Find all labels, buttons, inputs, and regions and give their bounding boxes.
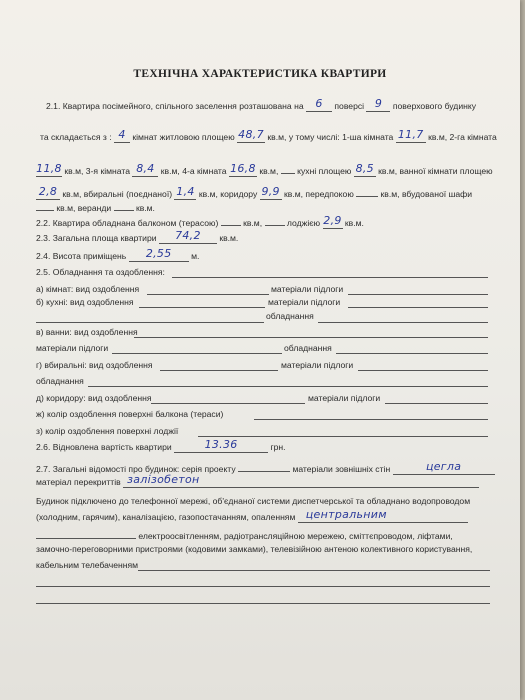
wardrobe-field[interactable]: [36, 200, 54, 211]
line-2-3: 2.3. Загальна площа квартири 74,2 кв.м.: [36, 229, 239, 243]
rooms-count-field[interactable]: 4: [114, 132, 130, 143]
kitchen-field[interactable]: 8,5: [355, 162, 374, 175]
hallway-field[interactable]: [356, 186, 378, 197]
line-2-7-f: замочно-переговорними пристроями (кодовими замками), телевізійною антеною колективного користування,: [36, 544, 473, 554]
label-floor-material: матеріали підлоги: [271, 284, 344, 294]
line-2-6: 2.6. Відновлена вартість квартири 13.36 грн.: [36, 438, 286, 452]
line-2-1-e: кв.м, веранди кв.м.: [36, 200, 155, 214]
line-2-7-d: (холодним, гарячим), каналізацією, газопостачанням, опаленням центральним: [36, 512, 468, 523]
line-2-5: 2.5. Обладнання та оздоблення:: [36, 267, 165, 277]
blank-field[interactable]: [265, 215, 285, 226]
line-2-1-a: 2.1. Квартира посімейного, спільного заселення розташована на 6 поверсі 9 поверхового будинку: [46, 97, 477, 111]
slabs-material-field[interactable]: залізобетон: [123, 477, 479, 488]
label-floor-material: матеріали підлоги: [281, 360, 354, 370]
walls-material-field[interactable]: цегла: [393, 464, 495, 475]
line-2-7-a: 2.7. Загальні відомості про будинок: серія проекту матеріали зовнішніх стін цегла: [36, 461, 495, 475]
line-2-1-d: 2,8 кв.м, вбиральні (поєднаної) 1,4 кв.м, коридору 9,9 кв.м, передпокою кв.м, вбудованої шафи: [36, 186, 472, 200]
line-2-7-e: електроосвітленням, радіотрансляційною мережею, сміттєпроводом, ліфтами,: [36, 528, 453, 542]
line-2-5-b: б) кухні: вид оздоблення: [36, 297, 134, 307]
corridor-floor-field[interactable]: [385, 403, 488, 404]
blank-line[interactable]: [36, 586, 490, 587]
loggia-field[interactable]: 2,9: [323, 214, 342, 227]
line-2-7-c: Будинок підключено до телефонної мережі, об'єднаної системи диспетчерської та обладнано водопроводом: [36, 496, 471, 506]
bath-equipment-field[interactable]: [336, 353, 488, 354]
kitchen-extra-field[interactable]: [36, 322, 264, 323]
kitchen-finish-field[interactable]: [139, 307, 265, 308]
label-floor-material: матеріали підлоги: [268, 297, 341, 307]
rooms-finish-field[interactable]: [147, 294, 269, 295]
loggia-color-field[interactable]: [198, 436, 488, 437]
heating-field[interactable]: центральним: [298, 512, 468, 523]
floors-total-field[interactable]: 9: [366, 101, 390, 112]
line-2-1-b: та складається з : 4 кімнат житловою площею 48,7 кв.м, у тому числі: 1-ша кімната 11,7 кв.м, 2-га кімната: [40, 128, 497, 142]
label-floor-material: матеріали підлоги: [308, 393, 381, 403]
label-equipment: обладнання: [36, 376, 84, 386]
living-area-field[interactable]: 48,7: [238, 128, 264, 141]
bathroom-field[interactable]: 2,8: [36, 189, 60, 200]
line-2-5-c: в) ванни: вид оздоблення: [36, 327, 138, 337]
line-2-5-blank[interactable]: [172, 277, 488, 278]
kitchen-floor-field[interactable]: [348, 307, 488, 308]
cost-field[interactable]: 13.36: [174, 442, 268, 453]
corridor-finish-field[interactable]: [151, 403, 305, 404]
bath-finish-field[interactable]: [134, 337, 488, 338]
line-2-5-g: з) колір оздоблення поверхні лоджії: [36, 426, 179, 436]
room2-field[interactable]: 11,8: [36, 162, 62, 175]
line-2-5-a: а) кімнат: вид оздоблення: [36, 284, 140, 294]
balcony-field[interactable]: [221, 215, 241, 226]
line-2-7-g: кабельним телебаченням: [36, 560, 139, 570]
blank-field[interactable]: [281, 163, 295, 174]
line-2-7-b: матеріал перекриттів залізобетон: [36, 477, 479, 488]
line-2-2: 2.2. Квартира обладнана балконом (терасою) кв.м, лоджією 2,9 кв.м.: [36, 214, 364, 228]
total-area-field[interactable]: 74,2: [159, 233, 217, 244]
room1-field[interactable]: 11,7: [396, 132, 426, 143]
corridor-field[interactable]: 9,9: [261, 185, 280, 198]
line-2-5-e: д) коридору: вид оздоблення: [36, 393, 152, 403]
blank-line[interactable]: [36, 603, 490, 604]
bath-floor-field[interactable]: [112, 353, 282, 354]
floor-field[interactable]: 6: [306, 101, 332, 112]
label-floor-material: матеріали підлоги: [36, 343, 109, 353]
project-series-field[interactable]: [238, 461, 290, 472]
room4-field[interactable]: 16,8: [230, 162, 256, 175]
toilet-equipment-field[interactable]: [88, 386, 488, 387]
cable-tv-field[interactable]: [138, 570, 490, 571]
line-2-5-d: г) вбиральні: вид оздоблення: [36, 360, 153, 370]
page-title: ТЕХНІЧНА ХАРАКТЕРИСТИКА КВАРТИРИ: [133, 68, 387, 80]
rooms-floor-field[interactable]: [348, 294, 488, 295]
kitchen-equipment-field[interactable]: [318, 322, 488, 323]
height-field[interactable]: 2,55: [129, 251, 189, 262]
veranda-field[interactable]: [114, 200, 134, 211]
toilet-finish-field[interactable]: [160, 370, 278, 371]
balcony-color-field[interactable]: [254, 419, 488, 420]
line-2-5-f: ж) колір оздоблення поверхні балкона (тераси): [36, 409, 224, 419]
label-equipment: обладнання: [284, 343, 332, 353]
room3-field[interactable]: 8,4: [132, 166, 158, 177]
toilet-floor-field[interactable]: [358, 370, 488, 371]
label-equipment: обладнання: [266, 311, 314, 321]
blank-field[interactable]: [36, 528, 136, 539]
line-2-1-c: 11,8 кв.м, 3-я кімната 8,4 кв.м, 4-а кімната 16,8 кв.м, кухні площею 8,5 кв.м, ванної кімнати площею: [36, 162, 493, 176]
toilet-field[interactable]: 1,4: [176, 185, 195, 198]
line-2-4: 2.4. Висота приміщень 2,55 м.: [36, 247, 200, 261]
